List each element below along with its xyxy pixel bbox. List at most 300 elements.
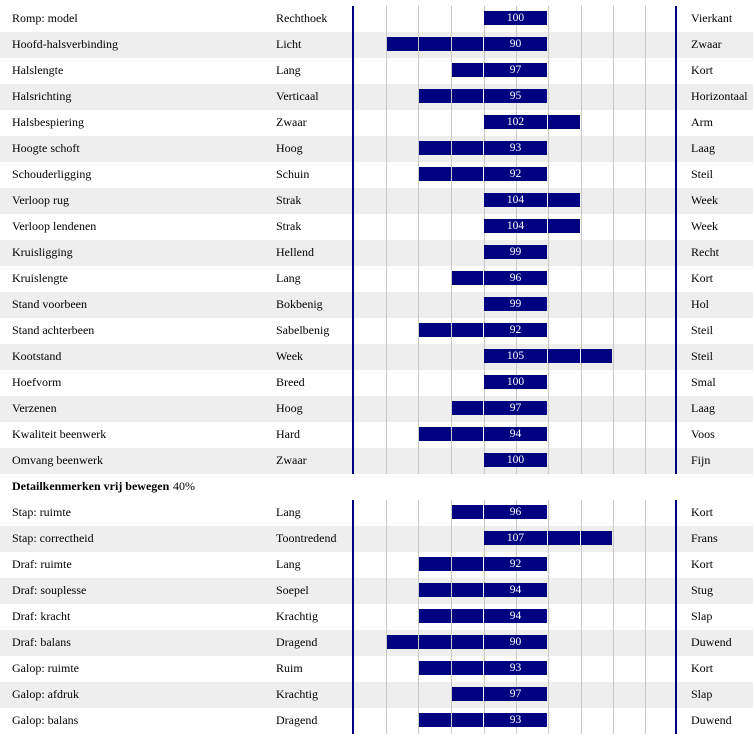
bar-segment [548,193,580,207]
grid-line [548,32,549,58]
grid-line [418,500,419,526]
left-extreme-label: Hoog [276,401,303,415]
bar-segment [419,323,451,337]
grid-line [548,682,549,708]
right-extreme-label: Horizontaal [691,89,748,103]
grid-line [548,604,549,630]
grid-line [613,84,614,110]
grid-line [548,578,549,604]
grid-line [418,292,419,318]
grid-line [613,448,614,474]
grid-line [548,84,549,110]
right-extreme-label: Recht [691,245,719,259]
grid-line [581,630,582,656]
left-extreme-label: Verticaal [276,89,319,103]
bar-segment [452,167,484,181]
grid-line [418,448,419,474]
grid-line [386,448,387,474]
chart-row [0,214,753,240]
left-extreme-label: Strak [276,219,302,233]
trait-label: Romp: model [12,11,78,25]
grid-line [645,58,646,84]
grid-line [548,136,549,162]
left-extreme-label: Lang [276,505,301,519]
chart-row [0,500,753,526]
grid-line [581,578,582,604]
bar-segment [452,557,484,571]
bar-segment [452,687,484,701]
right-extreme-label: Steil [691,323,714,337]
left-extreme-label: Ruim [276,661,303,675]
grid-line [386,500,387,526]
bar-value-label: 92 [484,167,547,181]
chart-row [0,448,753,474]
grid-line [581,448,582,474]
bar-value-label: 100 [484,11,547,25]
grid-line [548,656,549,682]
bar-value-label: 94 [484,583,547,597]
bar-value-label: 105 [484,349,547,363]
right-extreme-label: Laag [691,401,715,415]
grid-line [581,240,582,266]
bar-segment [452,63,484,77]
grid-line [548,630,549,656]
grid-line [613,422,614,448]
chart-row [0,58,753,84]
grid-line [581,214,582,240]
chart-row [0,32,753,58]
bar-segment [548,349,580,363]
grid-line [548,370,549,396]
grid-line [418,240,419,266]
bar-value-label: 96 [484,271,547,285]
grid-line [386,110,387,136]
chart-row [0,708,753,734]
grid-line [581,656,582,682]
right-extreme-label: Kort [691,63,713,77]
grid-line [418,526,419,552]
bar-value-label: 92 [484,323,547,337]
grid-line [613,552,614,578]
grid-line [645,552,646,578]
grid-line [645,682,646,708]
grid-line [386,6,387,32]
grid-line [613,526,614,552]
grid-line [581,32,582,58]
chart-row [0,136,753,162]
grid-line [613,214,614,240]
grid-line [613,682,614,708]
grid-line [386,526,387,552]
chart-row [0,396,753,422]
grid-line [613,396,614,422]
grid-line [581,266,582,292]
bar-segment [387,635,419,649]
grid-line [418,344,419,370]
grid-line [451,6,452,32]
grid-line [386,188,387,214]
right-extreme-label: Zwaar [691,37,722,51]
chart-row [0,526,753,552]
chart-row [0,292,753,318]
grid-line [548,318,549,344]
grid-line [418,370,419,396]
grid-line [451,370,452,396]
bar-segment [548,115,580,129]
grid-line [548,422,549,448]
trait-label: Stand voorbeen [12,297,87,311]
bar-value-label: 90 [484,635,547,649]
bar-segment [581,531,613,545]
bar-segment [452,401,484,415]
bar-value-label: 93 [484,713,547,727]
grid-line [386,578,387,604]
grid-line [386,266,387,292]
bar-segment [452,661,484,675]
grid-line [386,422,387,448]
bar-value-label: 93 [484,141,547,155]
trait-label: Kruisligging [12,245,73,259]
grid-line [613,318,614,344]
grid-line [418,6,419,32]
right-extreme-label: Smal [691,375,716,389]
bar-value-label: 94 [484,609,547,623]
left-extreme-label: Hoog [276,141,303,155]
right-extreme-label: Kort [691,661,713,675]
bar-segment [419,635,451,649]
grid-line [645,448,646,474]
left-extreme-label: Toontredend [276,531,337,545]
chart-row [0,266,753,292]
grid-line [613,604,614,630]
left-extreme-label: Krachtig [276,687,318,701]
right-extreme-label: Week [691,219,719,233]
grid-line [386,344,387,370]
grid-line [613,630,614,656]
grid-line [613,656,614,682]
left-extreme-label: Soepel [276,583,309,597]
left-extreme-label: Hard [276,427,300,441]
grid-line [613,58,614,84]
grid-line [548,552,549,578]
bar-segment [419,583,451,597]
trait-label: Draf: balans [12,635,71,649]
grid-line [613,32,614,58]
chart-row [0,630,753,656]
grid-line [581,500,582,526]
bar-segment [548,531,580,545]
bar-segment [419,37,451,51]
trait-label: Verzenen [12,401,57,415]
grid-line [386,240,387,266]
bar-value-label: 97 [484,687,547,701]
bar-segment [419,141,451,155]
chart-row [0,110,753,136]
chart-row [0,578,753,604]
grid-line [451,448,452,474]
grid-line [645,396,646,422]
left-extreme-label: Krachtig [276,609,318,623]
grid-line [645,214,646,240]
bar-segment [419,89,451,103]
grid-line [613,500,614,526]
grid-line [645,708,646,734]
grid-line [613,110,614,136]
grid-line [386,292,387,318]
trait-label: Kruislengte [12,271,68,285]
left-extreme-label: Zwaar [276,453,307,467]
trait-label: Galop: afdruk [12,687,79,701]
bar-segment [581,349,613,363]
bar-segment [452,505,484,519]
grid-line [418,110,419,136]
grid-line [613,292,614,318]
bar-segment [452,583,484,597]
grid-line [645,266,646,292]
bar-segment [452,323,484,337]
chart-row [0,162,753,188]
grid-line [613,708,614,734]
grid-line [581,6,582,32]
grid-line [418,266,419,292]
right-extreme-label: Voos [691,427,715,441]
bar-segment [452,271,484,285]
grid-line [645,32,646,58]
grid-line [451,526,452,552]
trait-label: Omvang beenwerk [12,453,103,467]
right-extreme-label: Arm [691,115,713,129]
bar-value-label: 97 [484,401,547,415]
chart-row [0,84,753,110]
right-extreme-label: Kort [691,557,713,571]
right-extreme-label: Duwend [691,713,732,727]
trait-label: Kootstand [12,349,62,363]
right-extreme-label: Laag [691,141,715,155]
grid-line [386,552,387,578]
grid-line [451,240,452,266]
grid-line [418,214,419,240]
bar-value-label: 97 [484,63,547,77]
chart-row [0,188,753,214]
right-extreme-label: Slap [691,609,713,623]
chart-row [0,422,753,448]
bar-value-label: 107 [484,531,547,545]
grid-line [645,500,646,526]
left-extreme-label: Schuin [276,167,310,181]
bar-value-label: 99 [484,297,547,311]
bar-segment [452,37,484,51]
bar-segment [387,37,419,51]
right-extreme-label: Duwend [691,635,732,649]
left-extreme-label: Sabelbenig [276,323,330,337]
trait-label: Hoefvorm [12,375,62,389]
grid-line [613,188,614,214]
bar-segment [452,609,484,623]
grid-line [548,240,549,266]
left-extreme-label: Bokbenig [276,297,323,311]
bar-value-label: 93 [484,661,547,675]
grid-line [386,682,387,708]
chart-row [0,344,753,370]
right-extreme-label: Kort [691,271,713,285]
bar-value-label: 95 [484,89,547,103]
grid-line [581,136,582,162]
right-extreme-label: Steil [691,349,714,363]
bar-segment [452,89,484,103]
grid-line [386,162,387,188]
chart-row [0,604,753,630]
section-title: Detailkenmerken vrij bewegen [12,479,170,493]
bar-value-label: 96 [484,505,547,519]
left-extreme-label: Rechthoek [276,11,328,25]
grid-line [645,84,646,110]
grid-line [645,526,646,552]
grid-line [548,448,549,474]
bar-segment [419,713,451,727]
section-percentage: 40% [173,479,195,493]
right-extreme-label: Vierkant [691,11,733,25]
grid-line [548,708,549,734]
trait-label: Halslengte [12,63,64,77]
bar-value-label: 99 [484,245,547,259]
grid-line [645,162,646,188]
grid-line [451,214,452,240]
bar-segment [419,427,451,441]
chart-row [0,552,753,578]
bar-segment [548,219,580,233]
bar-segment [419,609,451,623]
grid-line [645,656,646,682]
grid-line [581,552,582,578]
grid-line [581,188,582,214]
bar-segment [452,635,484,649]
grid-line [581,396,582,422]
trait-label: Stap: correctheid [12,531,94,545]
grid-line [645,188,646,214]
grid-line [645,578,646,604]
grid-line [418,682,419,708]
grid-line [386,656,387,682]
trait-label: Halsbespiering [12,115,84,129]
grid-line [645,110,646,136]
grid-line [451,292,452,318]
bar-segment [419,557,451,571]
chart-row [0,240,753,266]
trait-label: Hoofd-halsverbinding [12,37,118,51]
chart-row [0,6,753,32]
bar-segment [452,427,484,441]
left-extreme-label: Licht [276,37,302,51]
right-extreme-label: Steil [691,167,714,181]
grid-line [548,58,549,84]
grid-line [645,240,646,266]
bar-value-label: 90 [484,37,547,51]
right-extreme-label: Stug [691,583,714,597]
trait-label: Verloop lendenen [12,219,97,233]
grid-line [451,188,452,214]
grid-line [613,578,614,604]
grid-line [548,500,549,526]
grid-line [581,604,582,630]
left-extreme-label: Dragend [276,635,318,649]
bar-value-label: 100 [484,375,547,389]
grid-line [581,318,582,344]
grid-line [386,396,387,422]
trait-label: Hoogte schoft [12,141,80,155]
grid-line [581,422,582,448]
grid-line [645,136,646,162]
trait-label: Draf: souplesse [12,583,87,597]
chart-row [0,370,753,396]
bar-value-label: 100 [484,453,547,467]
left-extreme-label: Dragend [276,713,318,727]
grid-line [581,58,582,84]
grid-line [548,162,549,188]
grid-line [613,136,614,162]
grid-line [548,266,549,292]
trait-label: Galop: balans [12,713,79,727]
trait-label: Verloop rug [12,193,69,207]
left-extreme-label: Strak [276,193,302,207]
bar-value-label: 104 [484,219,547,233]
bar-value-label: 102 [484,115,547,129]
bar-value-label: 94 [484,427,547,441]
grid-line [386,136,387,162]
right-extreme-label: Kort [691,505,713,519]
right-extreme-label: Hol [691,297,709,311]
grid-line [581,682,582,708]
right-extreme-label: Fijn [691,453,711,467]
chart-row [0,682,753,708]
right-extreme-label: Frans [691,531,718,545]
grid-line [645,630,646,656]
trait-label: Stand achterbeen [12,323,95,337]
grid-line [418,58,419,84]
grid-line [581,292,582,318]
grid-line [581,84,582,110]
grid-line [386,58,387,84]
grid-line [418,396,419,422]
grid-line [613,370,614,396]
grid-line [613,266,614,292]
right-extreme-label: Week [691,193,719,207]
left-extreme-label: Lang [276,63,301,77]
trait-label: Kwaliteit beenwerk [12,427,107,441]
section-header [0,474,753,500]
trait-label: Draf: kracht [12,609,71,623]
left-extreme-label: Breed [276,375,305,389]
bar-segment [419,167,451,181]
grid-line [645,370,646,396]
grid-line [386,604,387,630]
bar-segment [419,661,451,675]
grid-line [386,370,387,396]
bar-value-label: 104 [484,193,547,207]
bar-value-label: 92 [484,557,547,571]
grid-line [548,396,549,422]
chart-row [0,656,753,682]
left-extreme-label: Hellend [276,245,314,259]
bar-segment [452,713,484,727]
trait-label: Stap: ruimte [12,505,71,519]
grid-line [645,422,646,448]
left-extreme-label: Lang [276,271,301,285]
grid-line [613,344,614,370]
trait-label: Halsrichting [12,89,72,103]
grid-line [418,188,419,214]
left-extreme-label: Lang [276,557,301,571]
left-extreme-label: Week [276,349,304,363]
